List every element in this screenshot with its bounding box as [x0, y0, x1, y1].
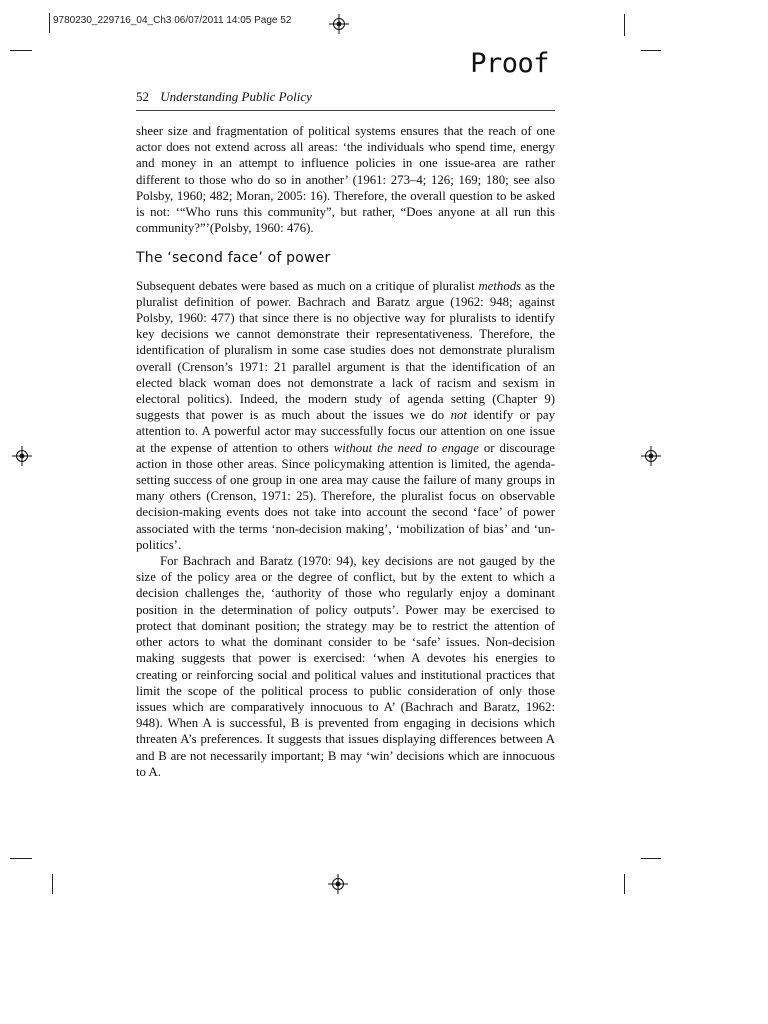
text-run: or discourage action in those other areas. Since policymaking attention is limited, the agenda-setting success of one group in one area may cause the failure of many groups in many others (Crenson, 1971: 25). Therefore, the pluralist focus on observable decision-making events does not take into account the second ‘face’ of power associated with the terms ‘non-decision making’, ‘mobilization of bias’ and ‘un-politics’.: [136, 440, 555, 552]
crop-mark: [52, 874, 53, 894]
page-body: [136, 123, 555, 780]
emphasis-methods: methods: [478, 278, 522, 293]
crop-mark: [624, 874, 625, 894]
paragraph-continued: sheer size and fragmentation of political systems ensures that the reach of one actor does not extend across all areas: ‘the individuals who spend time, energy and money in an attempt to influence policies in one issue-area are rather different to those who do so in another’ (1961: 273–4; 126; 169; 180; see also Polsby, 1960; 482; Moran, 2005: 16). Therefore, the overall question to be asked is not: ‘“Who runs this community”, but rather, “Does anyone at all run this community?”’(Polsby, 1960: 476).: [136, 124, 555, 236]
registration-mark-bottom-icon: [328, 874, 348, 894]
text-run: Subsequent debates were based as much on a critique of pluralist: [136, 278, 479, 293]
crop-mark: [10, 858, 32, 859]
crop-mark: [624, 14, 625, 36]
page-number: 52: [136, 89, 149, 104]
emphasis-not: not: [450, 408, 467, 423]
text-run: as the pluralist definition of power. Bachrach and Baratz argue (1962: 948; against Polsby, 1960: 477) that since there is no objective way for pluralists to identify key decisions we cannot demonstrate their representativeness. Therefore, the identification of pluralism in some case studies does not demonstrate pluralism overall (Crenson’s 1971: 21 parallel argument is that the identification of an elected black woman does not demonstrate a lack of racism and sexism in electoral politics). Indeed, the modern study of agenda setting (Chapter 9) suggests that power is as much about the issues we do: [136, 278, 555, 423]
text-run: identify or pay attention to. A powerful actor may successfully focus our attention on one issue at the expense of attention to others: [136, 408, 555, 455]
crop-mark: [641, 50, 661, 51]
paragraph-bachrach-baratz: For Bachrach and Baratz (1970: 94), key decisions are not gauged by the size of the policy area or the degree of conflict, but by the extent to which a decision challenges the, ‘authority of those who regularly enjoy a dominant position in the determination of policy outputs’. Power may be exercised to protect that dominant position; the strategy may be to restrict the attention of other actors to what the dominant consider to be ‘safe’ issues. Non-decision making suggests that power is exercised: ‘when A devotes his energies to creating or reinforcing social and political values and institutional practices that limit the scope of the political process to public consideration of only those issues which are comparatively innocuous to A’ (Bachrach and Baratz, 1962: 948). When A is successful, B is prevented from engaging in decisions which threaten A’s preferences. It suggests that issues displaying differences between A and B are not necessarily important; B may ‘win’ decisions which are innocuous to A.: [136, 554, 555, 779]
book-title: Understanding Public Policy: [160, 89, 312, 104]
crop-mark: [10, 50, 32, 51]
registration-mark-left-icon: [12, 446, 32, 466]
crop-mark: [641, 858, 661, 859]
slug-bar: [49, 13, 50, 33]
header-rule: [136, 110, 555, 111]
registration-mark-right-icon: [641, 446, 661, 466]
printer-slug: 9780230_229716_04_Ch3 06/07/2011 14:05 Page 52: [53, 15, 292, 26]
emphasis-engage: without the need to engage: [333, 440, 479, 455]
section-heading: The ‘second face’ of power: [136, 250, 331, 267]
proof-label: Proof: [470, 48, 549, 79]
registration-mark-top-icon: [329, 14, 349, 34]
paragraph-subsequent-debates: [136, 278, 555, 553]
running-head: [136, 89, 312, 105]
